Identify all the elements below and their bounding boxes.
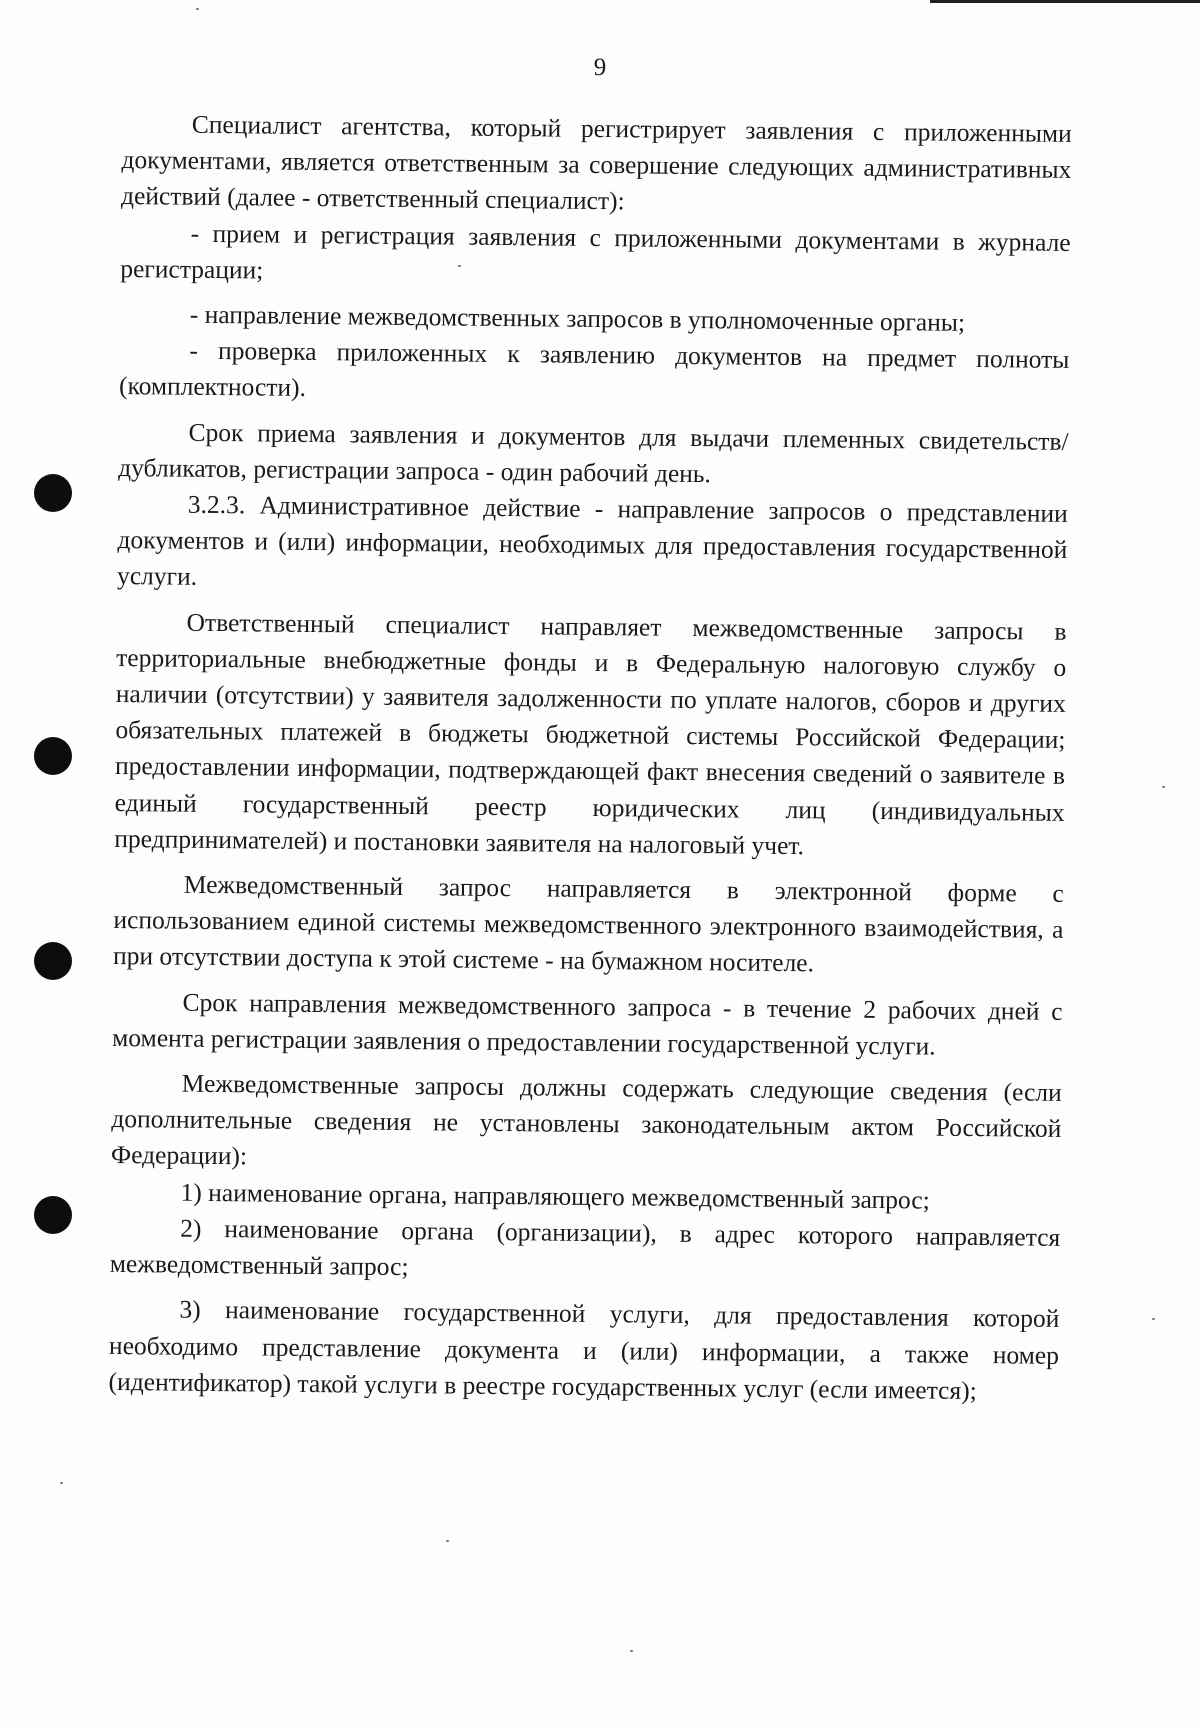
document-body xyxy=(108,106,1071,1410)
scan-speck xyxy=(60,1482,63,1484)
paragraph-electronic-form: Межведомственный запрос направляется в электронной форме с использованием единой системы межведомственного электронного взаимодействия, а при отсутствии доступа к этой системе - на бумажном носителе. xyxy=(112,869,1064,978)
scan-speck xyxy=(458,265,461,267)
punch-hole xyxy=(34,942,72,980)
punch-hole xyxy=(34,737,72,775)
scan-speck xyxy=(630,1650,633,1652)
punch-hole xyxy=(34,474,72,512)
list-item-interagency-requests: - направление межведомственных запросов в уполномоченные органы; xyxy=(189,299,966,337)
scan-speck xyxy=(196,8,199,10)
paragraph-interagency-requests-sent: Ответственный специалист направляет межведомственные запросы в территориальные внебюджетные фонды и в Федеральную налоговую службу о наличии (отсутствии) у заявителя задолженности по уплате налогов, сборов и других обязательных платежей в бюджеты бюджетной системы Российской Федерации; предоставлении информации, подтверждающей факт внесения сведений о заявителе в единый государственный реестр юридических лиц (индивидуальных предпринимателей) и постановки заявителя на налоговый учет. xyxy=(114,607,1067,861)
paragraph-request-deadline: Срок направления межведомственного запроса - в течение 2 рабочих дней с момента регистрации заявления о предоставлении государственной услуги. xyxy=(112,987,1063,1061)
top-edge-rule xyxy=(930,0,1200,3)
paragraph-section-3-2-3: 3.2.3. Административное действие - направление запросов о представлении документов и (или) информации, необходимых для предоставления государственной услуги. xyxy=(116,489,1068,592)
scan-speck xyxy=(446,1540,449,1542)
page-number: 9 xyxy=(593,54,607,81)
list-item-requesting-body: 1) наименование органа, направляющего межведомственный запрос; xyxy=(180,1177,930,1215)
scan-speck xyxy=(1162,786,1165,788)
list-item-reception-registration: - прием и регистрация заявления с приложенными документами в журнале регистрации; xyxy=(120,218,1071,285)
punch-hole xyxy=(34,1196,72,1234)
paragraph-reception-deadline: Срок приема заявления и документов для выдачи племенных свидетельств/дубликатов, регистрации запроса - один рабочий день. xyxy=(118,417,1069,489)
list-item-recipient-body: 2) наименование органа (организации), в адрес которого направляется межведомственный запрос; xyxy=(109,1213,1061,1282)
paragraph-responsible-specialist: Специалист агентства, который регистрирует заявления с приложенными документами, является ответственным за совершение следующих административных действий (далее - ответственный специалист): xyxy=(120,109,1072,216)
list-item-service-name: 3) наименование государственной услуги, для предоставления которой необходимо представление документа и (или) информации, а также номер (идентификатор) такой услуги в реестре государственных услуг (если имеется); xyxy=(108,1294,1060,1405)
scan-speck xyxy=(1152,1318,1155,1320)
paragraph-request-contents: Межведомственные запросы должны содержать следующие сведения (если дополнительные сведения не установлены законодательным актом Российской Федерации): xyxy=(110,1068,1062,1171)
list-item-document-check: - проверка приложенных к заявлению документов на предмет полноты (комплектности). xyxy=(118,335,1070,403)
